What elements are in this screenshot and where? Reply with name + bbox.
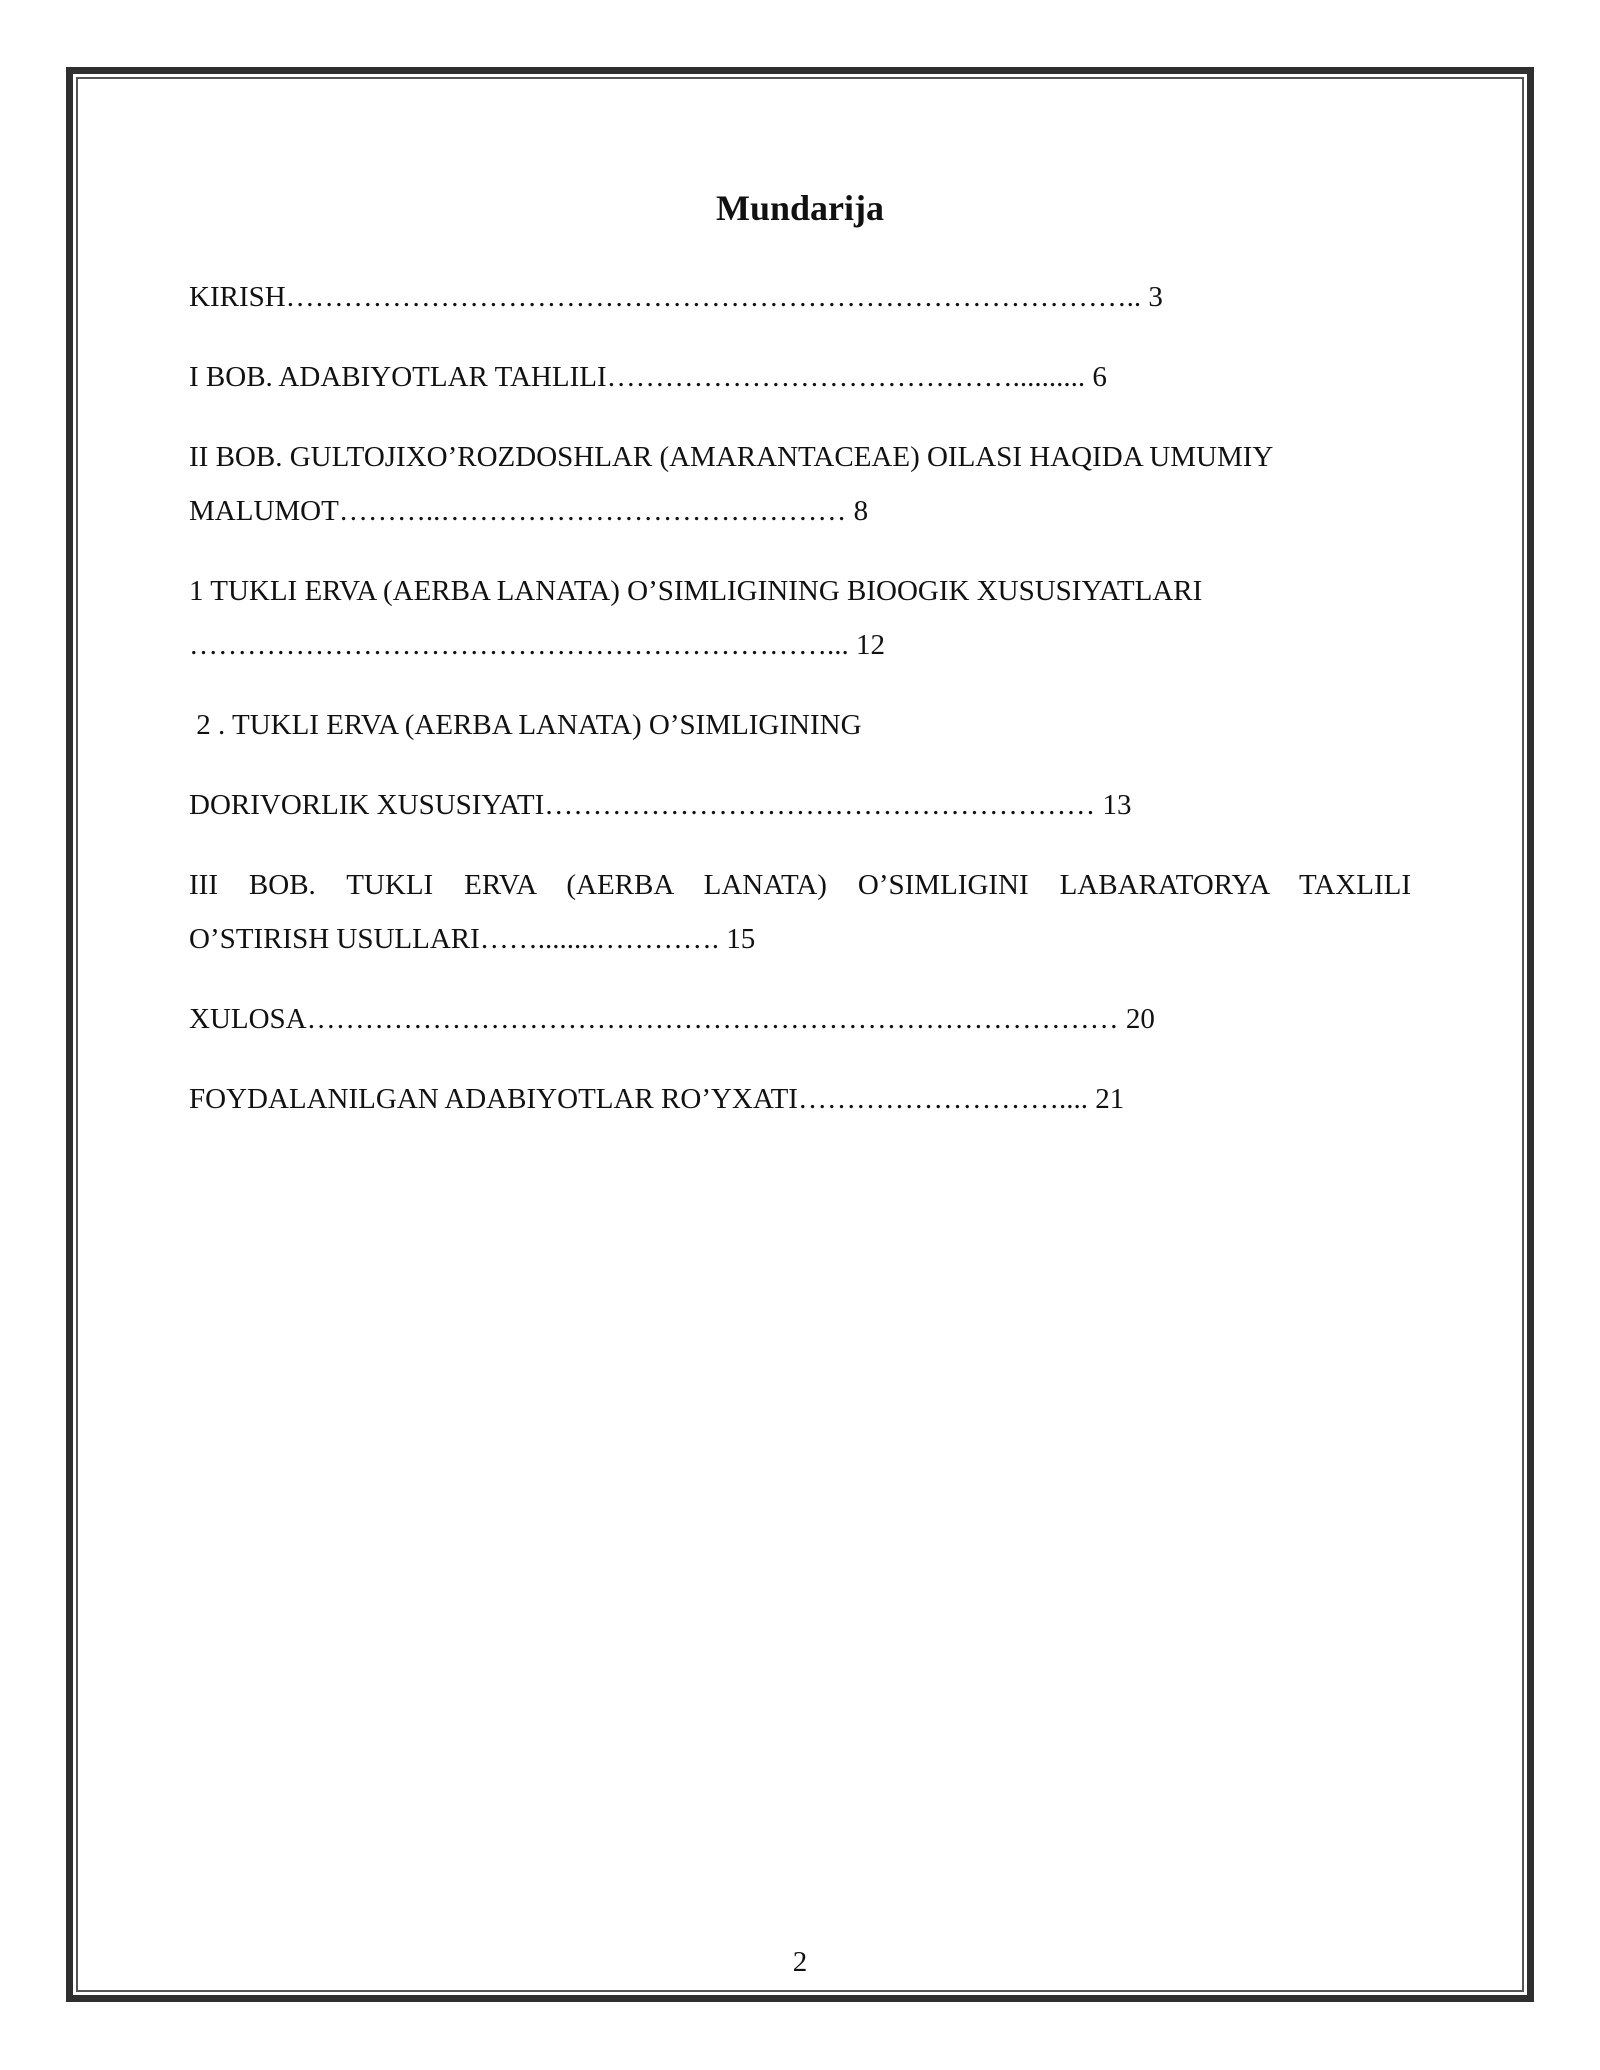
toc-line: I BOB. ADABIYOTLAR TAHLILI…………………………………….......... 6: [189, 361, 1107, 393]
toc-entry-xulosa: [189, 992, 1411, 1046]
toc-entry-section-2: [189, 698, 1411, 752]
toc-line: XULOSA………………………………………………………………………… 20: [189, 1003, 1155, 1035]
toc-line: 2 . TUKLI ERVA (AERBA LANATA) O’SIMLIGINING: [189, 709, 862, 741]
toc-line: …………………………………………………………... 12: [189, 629, 885, 661]
table-of-contents: [189, 270, 1411, 1152]
page-number: 2: [792, 1946, 808, 1978]
toc-entry-references: [189, 1072, 1411, 1126]
toc-line: KIRISH…………………………………………………………………………….. 3: [189, 281, 1163, 313]
toc-line: O’STIRISH USULLARI……........…………. 15: [189, 923, 756, 955]
toc-line: FOYDALANILGAN ADABIYOTLAR RO’YXATI……………………….... 21: [189, 1083, 1125, 1115]
toc-entry-chapter-3: [189, 858, 1411, 966]
toc-entry-kirish: [189, 270, 1411, 324]
toc-entry-chapter-2: [189, 430, 1411, 538]
toc-line: 1 TUKLI ERVA (AERBA LANATA) O’SIMLIGINING BIOOGIK XUSUSIYATLARI: [189, 575, 1203, 607]
toc-line: II BOB. GULTOJIXO’ROZDOSHLAR (AMARANTACEAE) OILASI HAQIDA UMUMIY: [189, 441, 1274, 473]
toc-entry-chapter-1: [189, 350, 1411, 404]
toc-entry-section-2-cont: [189, 778, 1411, 832]
toc-line: DORIVORLIK XUSUSIYATI………………………………………………… 13: [189, 789, 1132, 821]
toc-entry-section-1: [189, 564, 1411, 672]
toc-line: III BOB. TUKLI ERVA (AERBA LANATA) O’SIMLIGINI LABARATORYA TAXLILI: [189, 869, 1411, 901]
document-title: Mundarija: [715, 188, 884, 228]
toc-line: MALUMOT………..…………………………………… 8: [189, 495, 869, 527]
